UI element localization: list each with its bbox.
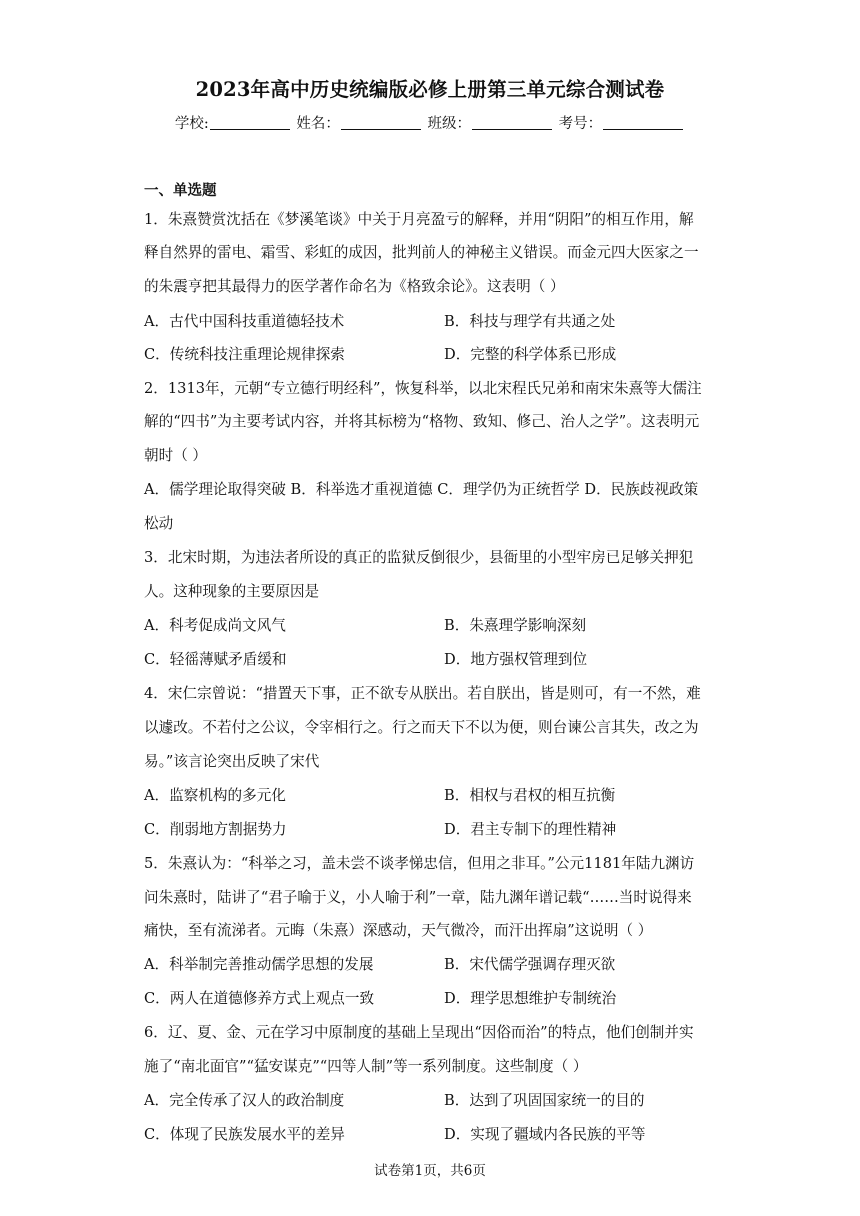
question-6-line: 施了“南北面官”“猛安谋克”“四等人制”等一系列制度。这些制度（ ） bbox=[144, 1058, 588, 1075]
school-label: 学校: bbox=[174, 116, 209, 132]
question-4-option-b[interactable]: B．相权与君权的相互抗衡 bbox=[444, 787, 616, 804]
question-1-line: 1．朱熹赞赏沈括在《梦溪笔谈》中关于月亮盈亏的解释，并用“阴阳”的相互作用，解 bbox=[144, 211, 694, 228]
class-label: 班级： bbox=[427, 116, 471, 132]
question-6-option-d[interactable]: D．实现了疆域内各民族的平等 bbox=[444, 1126, 646, 1143]
question-2-line: 朝时（ ） bbox=[144, 447, 208, 464]
question-2-options[interactable]: A．儒学理论取得突破 B．科举选才重视道德 C．理学仍为正统哲学 D．民族歧视政策 bbox=[144, 481, 699, 498]
question-6-option-a[interactable]: A．完全传承了汉人的政治制度 bbox=[144, 1092, 345, 1109]
question-5-line: 5．朱熹认为：“科举之习，盖未尝不谈孝悌忠信，但用之非耳。”公元1181年陆九渊访 bbox=[144, 855, 695, 872]
question-4-option-a[interactable]: A．监察机构的多元化 bbox=[144, 787, 286, 804]
page-footer: 试卷第1页，共6页 bbox=[374, 1163, 486, 1179]
question-5-option-a[interactable]: A．科举制完善推动儒学思想的发展 bbox=[144, 956, 374, 973]
question-1-option-d[interactable]: D．完整的科学体系已形成 bbox=[444, 346, 617, 363]
exam-title: 2023年高中历史统编版必修上册第三单元综合测试卷 bbox=[195, 78, 665, 101]
question-5-option-d[interactable]: D．理学思想维护专制统治 bbox=[444, 990, 617, 1007]
exam-number-blank[interactable] bbox=[603, 115, 683, 130]
question-4-line: 以遽改。不若付之公议，令宰相行之。行之而天下不以为便，则台谏公言其失，改之为 bbox=[144, 719, 699, 736]
question-3-line: 人。这种现象的主要原因是 bbox=[144, 583, 320, 600]
question-4-option-d[interactable]: D．君主专制下的理性精神 bbox=[444, 821, 617, 838]
question-3-option-b[interactable]: B．朱熹理学影响深刻 bbox=[444, 617, 587, 634]
question-5-option-b[interactable]: B．宋代儒学强调存理灭欲 bbox=[444, 956, 616, 973]
question-4-option-c[interactable]: C．削弱地方割据势力 bbox=[144, 821, 287, 838]
question-2-options-wrap[interactable]: 松动 bbox=[144, 515, 174, 532]
question-5-line: 问朱熹时，陆讲了“君子喻于义，小人喻于利”一章，陆九渊年谱记载“……当时说得来 bbox=[144, 889, 692, 906]
question-4-line: 4．宋仁宗曾说：“措置天下事，正不欲专从朕出。若自朕出，皆是则可，有一不然，难 bbox=[144, 685, 701, 702]
question-6-line: 6．辽、夏、金、元在学习中原制度的基础上呈现出“因俗而治”的特点，他们创制并实 bbox=[144, 1024, 694, 1041]
question-3-option-c[interactable]: C．轻徭薄赋矛盾缓和 bbox=[144, 651, 287, 668]
question-2-line: 2．1313年，元朝“专立德行明经科”，恢复科举，以北宋程氏兄弟和南宋朱熹等大儒注 bbox=[144, 380, 702, 397]
question-6-option-c[interactable]: C．体现了民族发展水平的差异 bbox=[144, 1126, 345, 1143]
name-label: 姓名： bbox=[296, 116, 340, 132]
section-heading: 一、单选题 bbox=[144, 182, 217, 199]
question-1-line: 的朱震亨把其最得力的医学著作命名为《格致余论》。这表明（ ） bbox=[144, 278, 565, 295]
question-4-line: 易。”该言论突出反映了宋代 bbox=[144, 753, 320, 770]
question-1-option-b[interactable]: B．科技与理学有共通之处 bbox=[444, 313, 616, 330]
question-1-line: 释自然界的雷电、霜雪、彩虹的成因，批判前人的神秘主义错误。而金元四大医家之一 bbox=[144, 244, 699, 261]
student-info-row bbox=[0, 112, 860, 133]
question-6-option-b[interactable]: B．达到了巩固国家统一的目的 bbox=[444, 1092, 645, 1109]
name-blank[interactable] bbox=[341, 115, 421, 130]
question-3-option-d[interactable]: D．地方强权管理到位 bbox=[444, 651, 588, 668]
question-5-line: 痛快，至有流涕者。元晦（朱熹）深感动，天气微冷，而汗出挥扇”这说明（ ） bbox=[144, 922, 653, 939]
question-5-option-c[interactable]: C．两人在道德修养方式上观点一致 bbox=[144, 990, 375, 1007]
question-3-option-a[interactable]: A．科考促成尚文风气 bbox=[144, 617, 286, 634]
question-2-line: 解的“四书”为主要考试内容，并将其标榜为“格物、致知、修己、治人之学”。这表明元 bbox=[144, 413, 700, 430]
question-1-option-a[interactable]: A．古代中国科技重道德轻技术 bbox=[144, 313, 345, 330]
exam-number-label: 考号： bbox=[558, 116, 603, 132]
school-blank[interactable] bbox=[210, 115, 290, 130]
question-1-option-c[interactable]: C．传统科技注重理论规律探索 bbox=[144, 346, 345, 363]
class-blank[interactable] bbox=[472, 115, 552, 130]
question-3-line: 3．北宋时期，为违法者所设的真正的监狱反倒很少，县衙里的小型牢房已足够关押犯 bbox=[144, 549, 694, 566]
